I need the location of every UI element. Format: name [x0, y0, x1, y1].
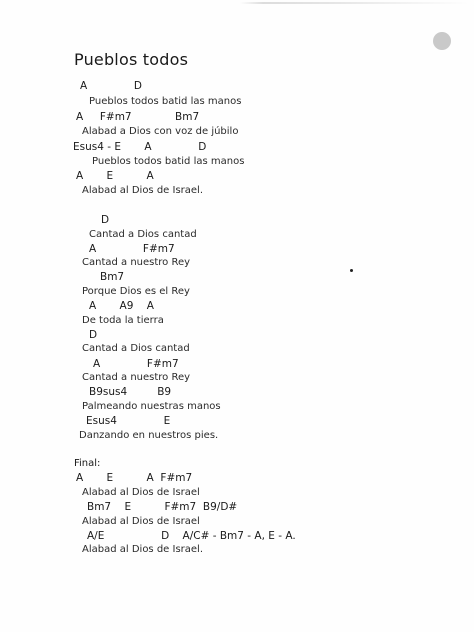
- scan-artifact: [240, 2, 470, 4]
- section-label: Final:: [74, 458, 101, 469]
- chord-line: A F#m7 Bm7: [76, 111, 200, 123]
- lyric-line: Cantad a Dios cantad: [89, 229, 197, 240]
- lyric-line: Alabad al Dios de Israel.: [82, 185, 204, 196]
- lyric-line: Palmeando nuestras manos: [82, 401, 221, 412]
- chord-line: A F#m7: [89, 243, 175, 255]
- chord-line: A/E D A/C# - Bm7 - A, E - A.: [87, 530, 296, 542]
- scan-speck: [350, 269, 353, 272]
- chord-line: Esus4 E: [86, 415, 171, 427]
- chord-line: D: [89, 329, 98, 341]
- chord-line: B9sus4 B9: [89, 386, 172, 398]
- lyric-line: Alabad al Dios de Israel: [82, 487, 200, 498]
- lyric-line: Pueblos todos batid las manos: [89, 96, 242, 107]
- chord-line: A E A: [76, 170, 154, 182]
- chord-line: A D: [80, 80, 142, 92]
- chord-line: A E A F#m7: [76, 472, 193, 484]
- chord-line: Bm7 E F#m7 B9/D#: [87, 501, 238, 513]
- lyric-line: Cantad a Dios cantad: [82, 343, 190, 354]
- lyric-line: Cantad a nuestro Rey: [82, 257, 191, 268]
- lyric-line: De toda la tierra: [82, 315, 164, 326]
- lyric-line: Alabad al Dios de Israel: [82, 516, 200, 527]
- lyric-line: Alabad al Dios de Israel.: [82, 544, 204, 555]
- chord-line: A F#m7: [93, 358, 179, 370]
- lyric-line: Alabad a Dios con voz de júbilo: [82, 126, 239, 137]
- lyric-line: Danzando en nuestros pies.: [79, 430, 219, 441]
- lyric-line: Cantad a nuestro Rey: [82, 372, 191, 383]
- lyric-line: Pueblos todos batid las manos: [92, 156, 245, 167]
- song-title: Pueblos todos: [74, 50, 189, 69]
- chord-line: A A9 A: [89, 300, 154, 312]
- lyric-line: Porque Dios es el Rey: [82, 286, 190, 297]
- chord-line: D: [101, 214, 110, 226]
- punch-hole: [433, 32, 451, 50]
- chord-line: Esus4 - E A D: [73, 141, 207, 153]
- chord-line: Bm7: [100, 271, 125, 283]
